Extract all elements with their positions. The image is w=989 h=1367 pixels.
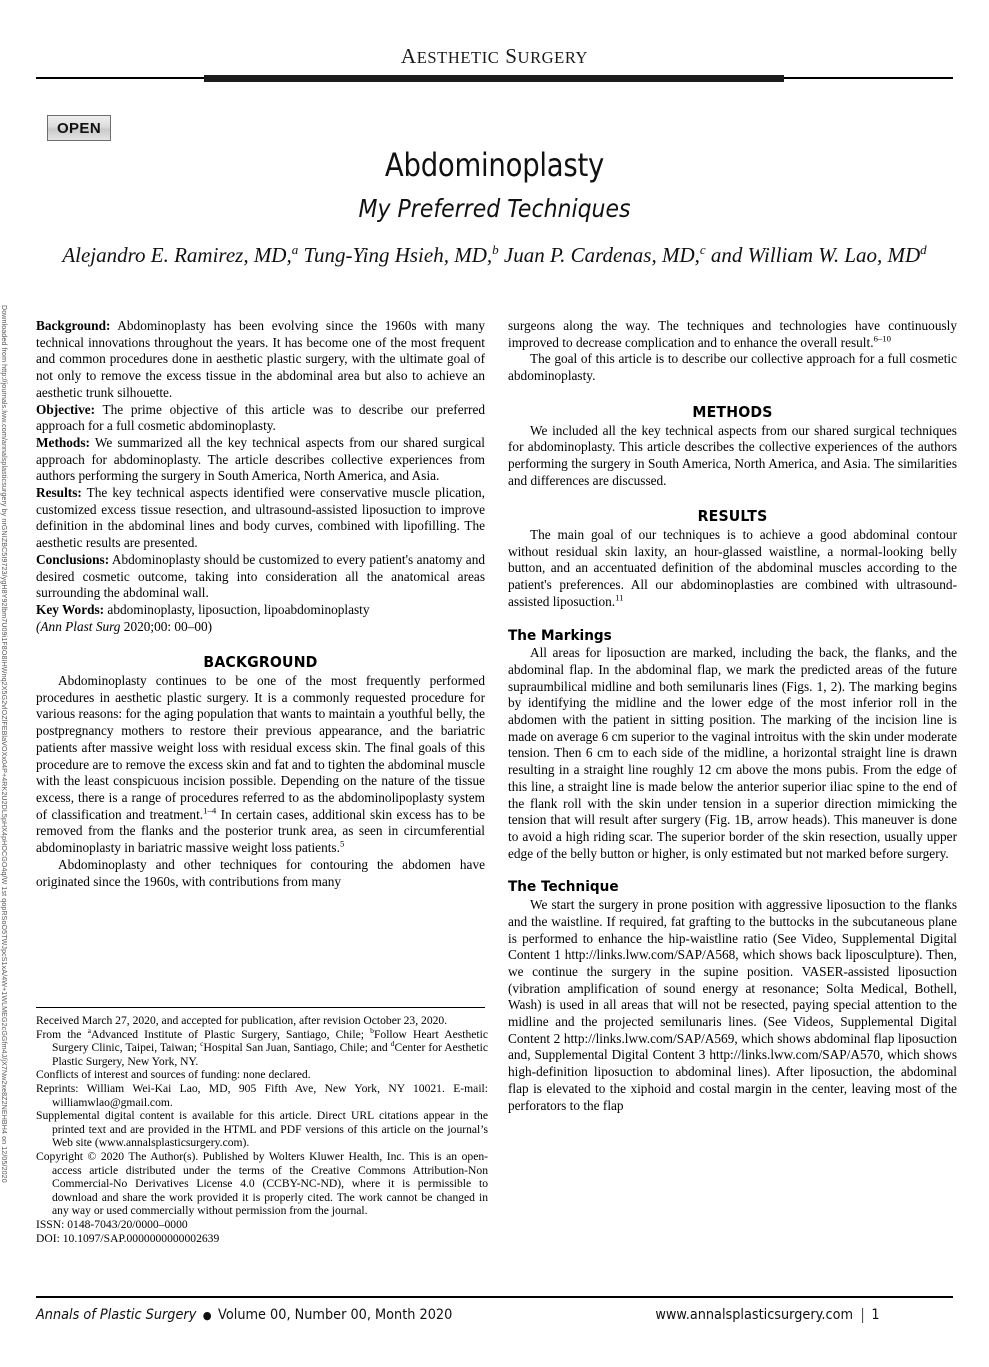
abstract-conclusions: Conclusions: Abdominoplasty should be customized to every patient's anatomy and desired cosmetic outcome, taking into consideration all the anatomical areas surrounding the abdominal wall.: [36, 551, 485, 601]
footnote-issn: ISSN: 0148-7043/20/0000–0000: [36, 1217, 188, 1231]
footnote-affiliations: From the $^a$Advanced Institute of Plastic Surgery, Santiago, Chile; $^b$Follow Heart Aesthetic Surgery Clinic, Taipei, Taiwan; $^c$Hospital San Juan, Santiago, Chile; and $^d$Center for Aesthetic Plastic Surgery, New York, NY.: [36, 1025, 489, 1068]
author-2: Tung-Ying Hsieh, MD,$^b$: [298, 242, 499, 267]
right-column: [508, 318, 957, 1114]
citation-ref-6-10: 6–10: [873, 333, 892, 344]
page-number: 1: [871, 1307, 880, 1323]
left-column: [36, 318, 485, 890]
running-head: [0, 44, 989, 69]
abstract: [36, 318, 485, 635]
footnote-received: Received March 27, 2020, and accepted for publication, after revision October 23, 2020.: [36, 1014, 448, 1027]
footer-journal-info: [36, 1307, 452, 1323]
methods-paragraph-1: We included all the key technical aspects from our shared surgical techniques for abdominoplasty. This article describes the collective experiences of the authors performing the surgery in South America, North America, and Asia. The similarities and differences are discussed.: [508, 422, 957, 488]
footer-website[interactable]: www.annalsplasticsurgery.com: [655, 1307, 854, 1323]
citation-ref-11: 11: [615, 592, 624, 603]
abstract-background: Background: Abdominoplasty has been evolving since the 1960s with many technical innovations throughout the years. It has become one of the most frequent and common procedures done in aesthetic plastic surgery, with the ultimate goal of not only to remove the excess tissue in the abdominal area but also to achieve an aesthetic trunk silhouette.: [36, 318, 485, 400]
open-access-badge: OPEN: [47, 115, 111, 141]
footer-journal-name: Annals of Plastic Surgery: [36, 1307, 197, 1323]
keywords: Key Words: abdominoplasty, liposuction, lipoabdominoplasty: [36, 601, 370, 617]
footnote-doi: DOI: 10.1097/SAP.0000000000002639: [36, 1231, 220, 1245]
abstract-results: Results: The key technical aspects identified were conservative muscle plication, customized excess tissue resection, and ultrasound-assisted liposuction to improve definition in the abdominal lines and body curves, combined with lipofilling. The aesthetic results are presented.: [36, 485, 485, 551]
subsection-heading-technique: The Technique: [508, 879, 619, 896]
footnote-supplemental: Supplemental digital content is available for this article. Direct URL citations appear in the printed text and are provided in the HTML and PDF versions of this article on the journal’s Web site (www.annalsplasticsurgery.com).: [36, 1109, 488, 1150]
footnote-reprints: Reprints: William Wei-Kai Lao, MD, 905 Fifth Ave, New York, NY 10021. E-mail: williamwlao@gmail.com.: [36, 1081, 488, 1109]
footer-website-info: [655, 1307, 879, 1323]
section-heading-results: RESULTS: [697, 507, 768, 526]
technique-paragraph-1: We start the surgery in prone position with aggressive liposuction to the flanks and the waistline. If required, fat grafting to the buttocks in the subcutaneous plane is performed to enhance the hip-waistline ratio (See Video, Supplemental Digital Content 1 http://links.lww.com/SAP/A568, which shows back liposculpture). Then, we continue the surgery in the supine position. VASER-assisted liposuction (vibration amplification of sound energy at resonance; Solta Medical, Bothell, Wash) is used in all areas that will not be resected, paying special attention to the midline and the projected semilunaris lines. (See Videos, Supplemental Digital Content 2 http://links.lww.com/SAP/A569, which shows abdominal flap liposuction and, Supplemental Digital Content 3 http://links.lww.com/SAP/A570, which shows high-definition liposuction to abdominal lines). After liposuction, the abdominal flap is elevated to the xiphoid and costal margin in the center, leaving most of the perforators to the flap: [508, 897, 957, 1113]
footer-separator-bar: [862, 1308, 863, 1323]
journal-citation: (Ann Plast Surg 2020;00: 00–00): [36, 618, 213, 634]
header-rule-thick: [204, 75, 784, 82]
footer-divider: [36, 1296, 953, 1298]
footnote-copyright: Copyright © 2020 The Author(s). Published by Wolters Kluwer Health, Inc. This is an open-access article distributed under the terms of the Creative Commons Attribution-Non Commercial-No Derivatives License 4.0 (CCBY-NC-ND), where it is permissible to download and share the work provided it is properly cited. The work cannot be changed in any way or used commercially without permission from the journal.: [36, 1149, 488, 1218]
footer-volume: Volume 00, Number 00, Month 2020: [218, 1307, 453, 1323]
section-heading-methods: METHODS: [692, 402, 773, 421]
author-4: and William W. Lao, $MD^d$: [705, 242, 927, 267]
page-subtitle: My Preferred Techniques: [358, 194, 631, 223]
footnote-divider: [36, 1007, 485, 1008]
header-rule: [36, 74, 953, 83]
subsection-heading-markings: The Markings: [508, 627, 612, 644]
goal-paragraph: The goal of this article is to describe our collective approach for a full cosmetic abdominoplasty.: [508, 351, 957, 384]
background-continued: surgeons along the way. The techniques and technologies have continuously improved to decrease complication and to enhance the overall result.$^{6-10}$: [508, 318, 957, 350]
markings-paragraph-1: All areas for liposuction are marked, including the back, the flanks, and the abdominal flap. In the abdominal flap, we mark the predicted areas of the future supraumbilical midline and both semilunaris lines (Figs. 1, 2). The marking begins by identifying the midline and the lower edge of the most inferior roll in the abdomen with the patient in sitting position. The marking of the incision line is made on average 6 cm superior to the vaginal introitus with the skin under moderate tension. Then 6 cm to each side of the midline, a horizontal straight line is drawn resulting in a straight line roughly 12 cm above the mons pubis. From the edge of this line, a straight line is made below the anterior superior iliac spine to the end of the flank roll with the skin under tension in a superior direction mimicking the tension that will result after surgery (Fig. 1B, arrow heads). This maneuver is done to avoid a high riding scar. The superior border of the skin resection, usually upper edge of the belly button or higher, is only estimated but not marked before surgery.: [508, 645, 957, 861]
section-heading-background: BACKGROUND: [203, 653, 318, 672]
author-list: [0, 243, 989, 268]
author-1: Alejandro E. Ramirez, MD,$^a$: [62, 242, 299, 267]
background-paragraph-1: Abdominoplasty continues to be one of the most frequently performed procedures in aesthetic plastic surgery. It is a commonly requested procedure for various reasons: for the aging population that wants to maintain a youthful belly, the postpregnancy mothers to restore their previous appearance, and the bariatric patients after massive weight loss with residual excess skin. The final goals of this procedure are to remove the excess skin and fat and to tighten the abdominal muscle with the least conspicuous incision possible. Depending on the nature of the tissue excess, there is a range of procedures referred to as the abdominolipoplasty system of classification and treatment.$^{1-4}$ In certain cases, additional skin excess has to be removed from the flanks and the posterior trunk area, as seen in circumferential abdominoplasty in bariatric massive weight loss patients.$^5$: [36, 673, 485, 856]
citation-ref-1-4: 1–4: [203, 805, 217, 816]
footnote-conflicts: Conflicts of interest and sources of funding: none declared.: [36, 1068, 311, 1082]
running-head-text: AESTHETIC SURGERY: [400, 44, 589, 68]
footer-bullet-separator: ●: [202, 1308, 212, 1322]
results-paragraph-1: The main goal of our techniques is to achieve a good abdominal contour without residual skin laxity, an hour-glassed waistline, a normal-looking belly button, and an accentuated definition of the abdominal muscles according to the patient's preferences. All our abdominoplasties are combined with ultrasound-assisted liposuction.$^{11}$: [508, 527, 957, 609]
abstract-objective: Objective: The prime objective of this article was to describe our preferred approach for a full cosmetic abdominoplasty.: [36, 401, 485, 434]
author-3: Juan P. Cardenas, MD,$^c$: [498, 242, 706, 267]
page-title: Abdominoplasty: [384, 146, 605, 184]
page-footer: [36, 1303, 880, 1327]
footnote-block: [36, 1014, 488, 1245]
background-paragraph-2: Abdominoplasty and other techniques for contouring the abdomen have originated since the 1960s, with contributions from many: [36, 856, 485, 889]
abstract-methods: Methods: We summarized all the key technical aspects from our shared surgical approach for abdominoplasty. The article describes collective experiences from authors performing the surgery in South America, North America, and Asia.: [36, 434, 485, 484]
download-watermark: Downloaded from http://journals.lww.com/annalsplasticsurgery by nrGNIZBC5I9723/ygH8Y92lbm7U09i1F8O8IHWnq2X5G2vlOZlFEBlaVOXx04P+4RK2U2DL5pHX4pHOCGO4q/W 1st qopRSoO5TWJpcS1xA/4W+1WLMEG2cGGfm4J/jX7Nw2xe8Z2NEHBH4 on 12/05/2020: [0, 305, 8, 1183]
citation-ref-5: 5: [339, 838, 345, 849]
